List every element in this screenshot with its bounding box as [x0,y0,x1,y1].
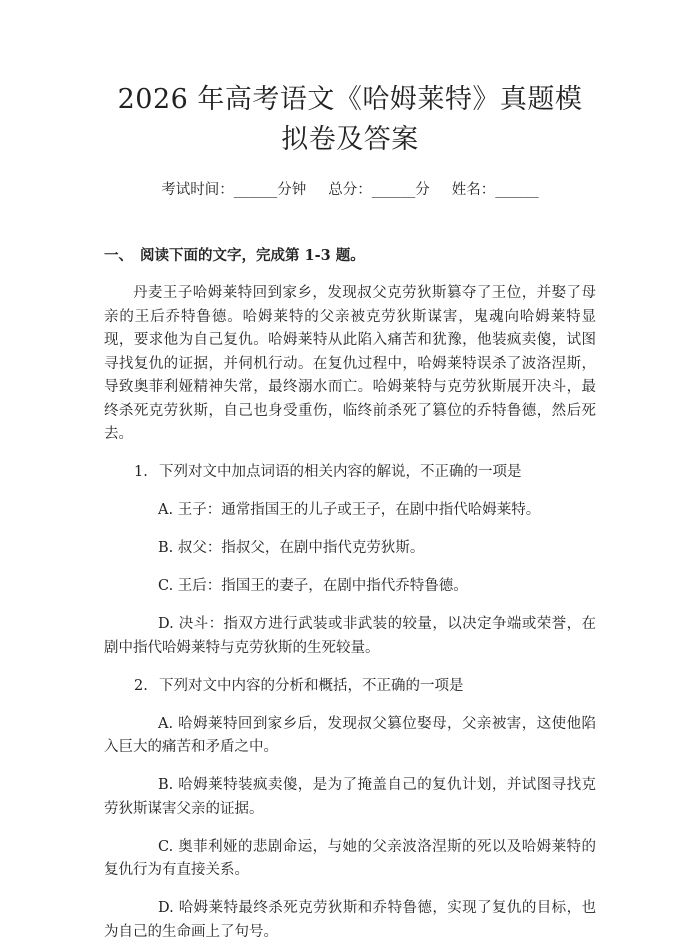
question-number: 1. [134,461,159,485]
question-text: 下列对文中加点词语的相关内容的解说，不正确的一项是 [159,464,522,480]
exam-meta [104,180,596,200]
answer-option-d: D. 决斗：指双方进行武装或非武装的较量，以决定争端或荣誉，在剧中指代哈姆莱特与克劳狄斯的生死较量。 [104,613,596,660]
answer-option-a: A. 王子：通常指国王的儿子或王子，在剧中指代哈姆莱特。 [104,499,596,523]
question-number: 2. [134,675,159,699]
page-title: 2026 年高考语文《哈姆莱特》真题模拟卷及答案 [104,0,596,160]
answer-option-c: C. 奥菲利娅的悲剧命运，与她的父亲波洛涅斯的死以及哈姆莱特的复仇行为有直接关系。 [104,836,596,883]
total-score-field: 总分：______分 [328,182,430,198]
section-instruction: 阅读下面的文字，完成第 1-3 题。 [140,247,365,264]
student-name-field: 姓名：______ [452,182,539,198]
reading-passage: 丹麦王子哈姆莱特回到家乡，发现叔父克劳狄斯篡夺了王位，并娶了母亲的王后乔特鲁德。哈姆莱特的父亲被克劳狄斯谋害，鬼魂向哈姆莱特显现，要求他为自己复仇。哈姆莱特从此陷入痛苦和犹豫，他装疯卖傻，试图寻找复仇的证据，并伺机行动。在复仇过程中，哈姆莱特误杀了波洛涅斯，导致奥菲利娅精神失常，最终溺水而亡。哈姆莱特与克劳狄斯展开决斗，最终杀死克劳狄斯，自己也身受重伤，临终前杀死了篡位的乔特鲁德，然后死去。 [104,282,596,447]
question-stem [104,461,596,485]
answer-option-c: C. 王后：指国王的妻子，在剧中指代乔特鲁德。 [104,575,596,599]
section-heading [104,246,596,266]
answer-option-d: D. 哈姆莱特最终杀死克劳狄斯和乔特鲁德，实现了复仇的目标，也为自己的生命画上了句号。 [104,897,596,944]
question-1 [104,461,596,660]
question-text: 下列对文中内容的分析和概括，不正确的一项是 [159,678,464,694]
answer-option-b: B. 哈姆莱特装疯卖傻，是为了掩盖自己的复仇计划，并试图寻找克劳狄斯谋害父亲的证据。 [104,774,596,821]
answer-option-b: B. 叔父：指叔父，在剧中指代克劳狄斯。 [104,537,596,561]
section-number: 一、 [104,246,140,266]
question-stem [104,675,596,699]
question-2 [104,675,596,944]
exam-time-field: 考试时间：______分钟 [161,182,306,198]
answer-option-a: A. 哈姆莱特回到家乡后，发现叔父篡位娶母，父亲被害，这使他陷入巨大的痛苦和矛盾之中。 [104,713,596,760]
